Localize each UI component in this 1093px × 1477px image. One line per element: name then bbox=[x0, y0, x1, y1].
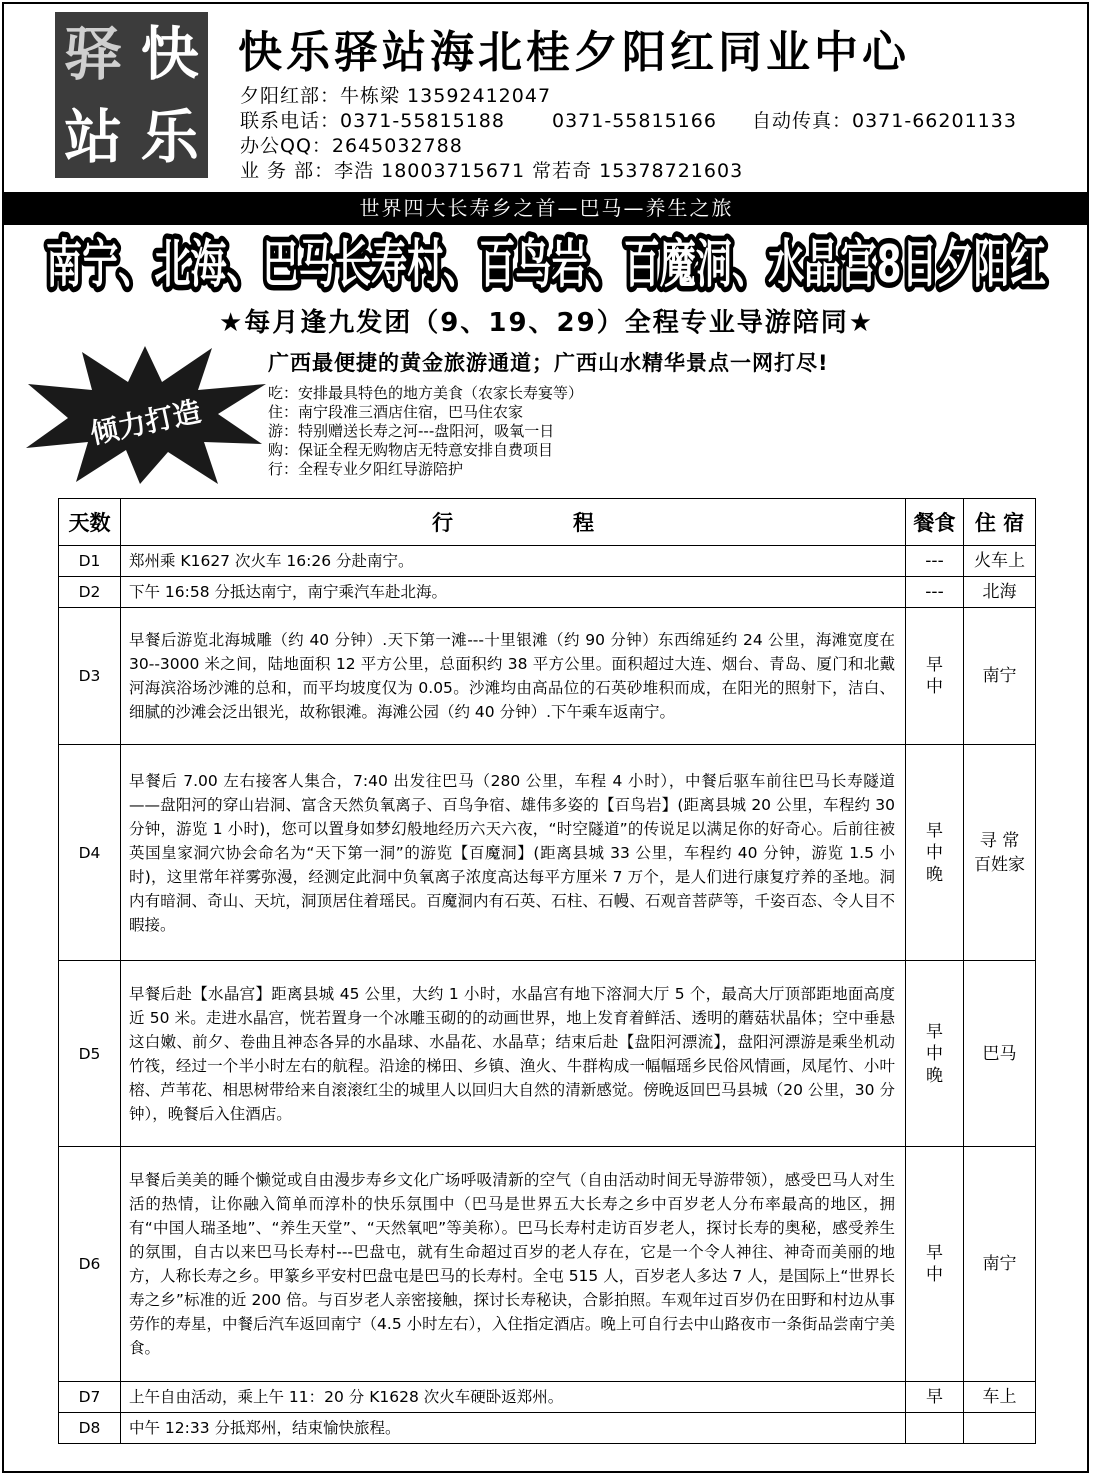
contact-value-1: 牛栋梁 13592412047 bbox=[340, 85, 552, 107]
row-desc: 中午 12:33 分抵郑州，结束愉快旅程。 bbox=[121, 1413, 906, 1444]
logo-char-4: 乐 bbox=[140, 102, 199, 171]
row-meal bbox=[906, 1413, 964, 1444]
row-meal: 早 bbox=[906, 1382, 964, 1413]
table-row bbox=[59, 577, 1036, 608]
row-day: D6 bbox=[59, 1147, 121, 1382]
header-stay: 住 宿 bbox=[964, 499, 1036, 546]
row-meal: --- bbox=[906, 546, 964, 577]
row-meal-text: 早中 bbox=[926, 655, 943, 697]
row-desc: 早餐后赴【水晶宫】距离县城 45 公里，大约 1 小时，水晶宫有地下溶洞大厅 5 个，最高大厅顶部距地面高度近 50 米。走进水晶宫，恍若置身一个冰雕玉砌的的动画世界，地上发育着鲜活、透明的蘑菇状晶体；空中垂悬这白嫩、前夕、卷曲且神态各异的水晶球、水晶花、水晶草；结束后赴【盘阳河漂流】，盘阳河漂游是乘坐机动竹筏，经过一个半小时左右的航程。沿途的梯田、乡镇、渔火、牛群构成一幅幅瑶乡民俗风情画，凤尾竹、小叶榕、芦苇花、相思树带给来自滚滚红尘的城里人以回归大自然的清新感觉。傍晚返回巴马县城（20 公里，30 分钟），晚餐后入住酒店。 bbox=[121, 961, 906, 1147]
feature-tour: 游：特别赠送长寿之河---盘阳河，吸氧一日 bbox=[268, 422, 555, 440]
table-row bbox=[59, 1147, 1036, 1382]
row-stay bbox=[964, 1413, 1036, 1444]
logo-char-3: 站 bbox=[64, 102, 123, 171]
table-header-row bbox=[59, 499, 1036, 546]
row-meal-text: 早中晚 bbox=[926, 820, 943, 885]
header-itinerary bbox=[121, 499, 906, 546]
row-day: D7 bbox=[59, 1382, 121, 1413]
row-day: D1 bbox=[59, 546, 121, 577]
table-row bbox=[59, 608, 1036, 745]
contact-label-3: 办公QQ： bbox=[240, 135, 332, 157]
row-stay bbox=[964, 745, 1036, 961]
theme-banner: 世界四大长寿乡之首—巴马—养生之旅 bbox=[4, 192, 1089, 225]
departure-subtitle: ★每月逢九发团（9、19、29）全程专业导游陪同★ bbox=[218, 308, 875, 338]
highlight-line: 广西最便捷的黄金旅游通道；广西山水精华景点一网打尽! bbox=[268, 351, 829, 375]
row-meal bbox=[906, 1147, 964, 1382]
contact-line-1 bbox=[240, 84, 743, 109]
table-row bbox=[59, 1413, 1036, 1444]
row-meal bbox=[906, 745, 964, 961]
logo-char-2: 快 bbox=[140, 19, 199, 88]
header-itinerary-b: 程 bbox=[573, 511, 594, 535]
contact-line-2 bbox=[240, 109, 1017, 134]
row-meal bbox=[906, 961, 964, 1147]
contact-line-4 bbox=[240, 159, 743, 184]
row-desc: 早餐后 7.00 左右接客人集合，7:40 出发往巴马（280 公里，车程 4 小时），中餐后驱车前往巴马长寿隧道——盘阳河的穿山岩洞、富含天然负氧离子、百鸟争宿、雄伟多姿的【百鸟岩】(距离县城 20 公里，车程约 30 分钟，游览 1 小时)，您可以置身如梦幻般地经历六天六夜，“时空隧道”的传说足以满足你的好奇心。后前往被英国皇家洞穴协会命名为“天下第一洞”的游览【百魔洞】(距离县城 33 公里，车程约 40 分钟，游览 1.5 小时)，这里常年祥雾弥漫，经测定此洞中负氧离子浓度高达每平方厘米 7 万个，是人们进行康复疗养的圣地。洞内有暗洞、奇山、天坑，洞顶居住着瑶民。百魔洞内有石英、石柱、石幔、石观音菩萨等，千姿百态、令人目不暇接。 bbox=[121, 745, 906, 961]
row-desc: 上午自由活动，乘上午 11：20 分 K1628 次火车硬卧返郑州。 bbox=[121, 1382, 906, 1413]
contact-sales: 李浩 18003715671 常若奇 15378721603 bbox=[334, 160, 744, 182]
row-meal: --- bbox=[906, 577, 964, 608]
feature-travel: 行：全程专业夕阳红导游陪护 bbox=[268, 460, 464, 478]
row-stay: 南宁 bbox=[964, 1147, 1036, 1382]
row-day: D3 bbox=[59, 608, 121, 745]
feature-shop: 购：保证全程无购物店无特意安排自费项目 bbox=[268, 441, 554, 459]
route-title bbox=[0, 226, 1093, 302]
badge-starburst bbox=[22, 344, 268, 486]
row-stay: 北海 bbox=[964, 577, 1036, 608]
row-stay: 车上 bbox=[964, 1382, 1036, 1413]
row-day: D4 bbox=[59, 745, 121, 961]
row-day: D2 bbox=[59, 577, 121, 608]
table-row bbox=[59, 745, 1036, 961]
feature-stay: 住：南宁段准三酒店住宿，巴马住农家 bbox=[268, 403, 524, 421]
itinerary-table bbox=[58, 498, 1036, 1444]
contact-label-1: 夕阳红部： bbox=[240, 85, 341, 107]
feature-eat: 吃：安排最具特色的地方美食（农家长寿宴等） bbox=[268, 384, 584, 402]
feature-list bbox=[268, 384, 583, 479]
row-desc: 郑州乘 K1627 次火车 16:26 分赴南宁。 bbox=[121, 546, 906, 577]
table-row bbox=[59, 1382, 1036, 1413]
contact-phone-2: 0371-55815166 bbox=[552, 110, 717, 132]
contact-line-3 bbox=[240, 134, 743, 159]
row-stay-text: 寻 常 百姓家 bbox=[974, 830, 1025, 875]
header-meal: 餐食 bbox=[906, 499, 964, 546]
contact-label-2: 联系电话： bbox=[240, 110, 341, 132]
row-day: D5 bbox=[59, 961, 121, 1147]
logo-char-1: 驿 bbox=[64, 19, 123, 88]
header-day: 天数 bbox=[59, 499, 121, 546]
company-title: 快乐驿站海北桂夕阳红同业中心 bbox=[238, 27, 910, 78]
row-stay: 南宁 bbox=[964, 608, 1036, 745]
contact-label-4: 业 务 部： bbox=[240, 160, 335, 182]
row-stay: 巴马 bbox=[964, 961, 1036, 1147]
row-meal-text: 早中晚 bbox=[926, 1021, 943, 1086]
contact-block bbox=[240, 84, 1017, 184]
row-desc: 下午 16:58 分抵达南宁，南宁乘汽车赴北海。 bbox=[121, 577, 906, 608]
row-meal bbox=[906, 608, 964, 745]
row-day: D8 bbox=[59, 1413, 121, 1444]
row-desc: 早餐后美美的睡个懒觉或自由漫步寿乡文化广场呼吸清新的空气（自由活动时间无导游带领），感受巴马人对生活的热情，让你融入简单而淳朴的快乐氛围中（巴马是世界五大长寿之乡中百岁老人分布率最高的地区，拥有“中国人瑞圣地”、“养生天堂”、“天然氧吧”等美称）。巴马长寿村走访百岁老人，探讨长寿的奥秘，感受养生的氛围，自古以来巴马长寿村---巴盘屯，就有生命超过百岁的老人存在，它是一个令人神往、神奇而美丽的地方，人称长寿之乡。甲篆乡平安村巴盘屯是巴马的长寿村。全屯 515 人，百岁老人多达 7 人，是国际上“世界长寿之乡”标准的近 200 倍。与百岁老人亲密接触，探讨长寿秘诀，合影拍照。车观年过百岁仍在田野和村边从事劳作的寿星，中餐后汽车返回南宁（4.5 小时左右），入住指定酒店。晚上可自行去中山路夜市一条街品尝南宁美食。 bbox=[121, 1147, 906, 1382]
contact-phone-1: 0371-55815188 bbox=[340, 110, 505, 132]
contact-qq: 2645032788 bbox=[331, 135, 463, 157]
row-meal-text: 早中 bbox=[926, 1243, 943, 1285]
header-itinerary-a: 行 bbox=[432, 511, 453, 535]
contact-fax: 自动传真：0371-66201133 bbox=[752, 110, 1017, 132]
row-desc: 早餐后游览北海城雕（约 40 分钟）.天下第一滩---十里银滩（约 90 分钟）东西绵延约 24 公里，海滩宽度在 30--3000 米之间，陆地面积 12 平方公里，总面积约 38 平方公里。面积超过大连、烟台、青岛、厦门和北戴河海滨浴场沙滩的总和，而平均坡度仅为 0.05。沙滩均由高品位的石英砂堆积而成，在阳光的照射下，洁白、细腻的沙滩会泛出银光，故称银滩。海滩公园（约 40 分钟）.下午乘车返南宁。 bbox=[121, 608, 906, 745]
badge-text: 倾力打造 bbox=[87, 394, 204, 451]
company-logo bbox=[55, 12, 208, 178]
route-title-text: 南宁、北海、巴马长寿村、百鸟岩、百魔洞、水晶宫8日夕阳红 bbox=[46, 235, 1046, 295]
table-row bbox=[59, 546, 1036, 577]
row-stay: 火车上 bbox=[964, 546, 1036, 577]
table-row bbox=[59, 961, 1036, 1147]
